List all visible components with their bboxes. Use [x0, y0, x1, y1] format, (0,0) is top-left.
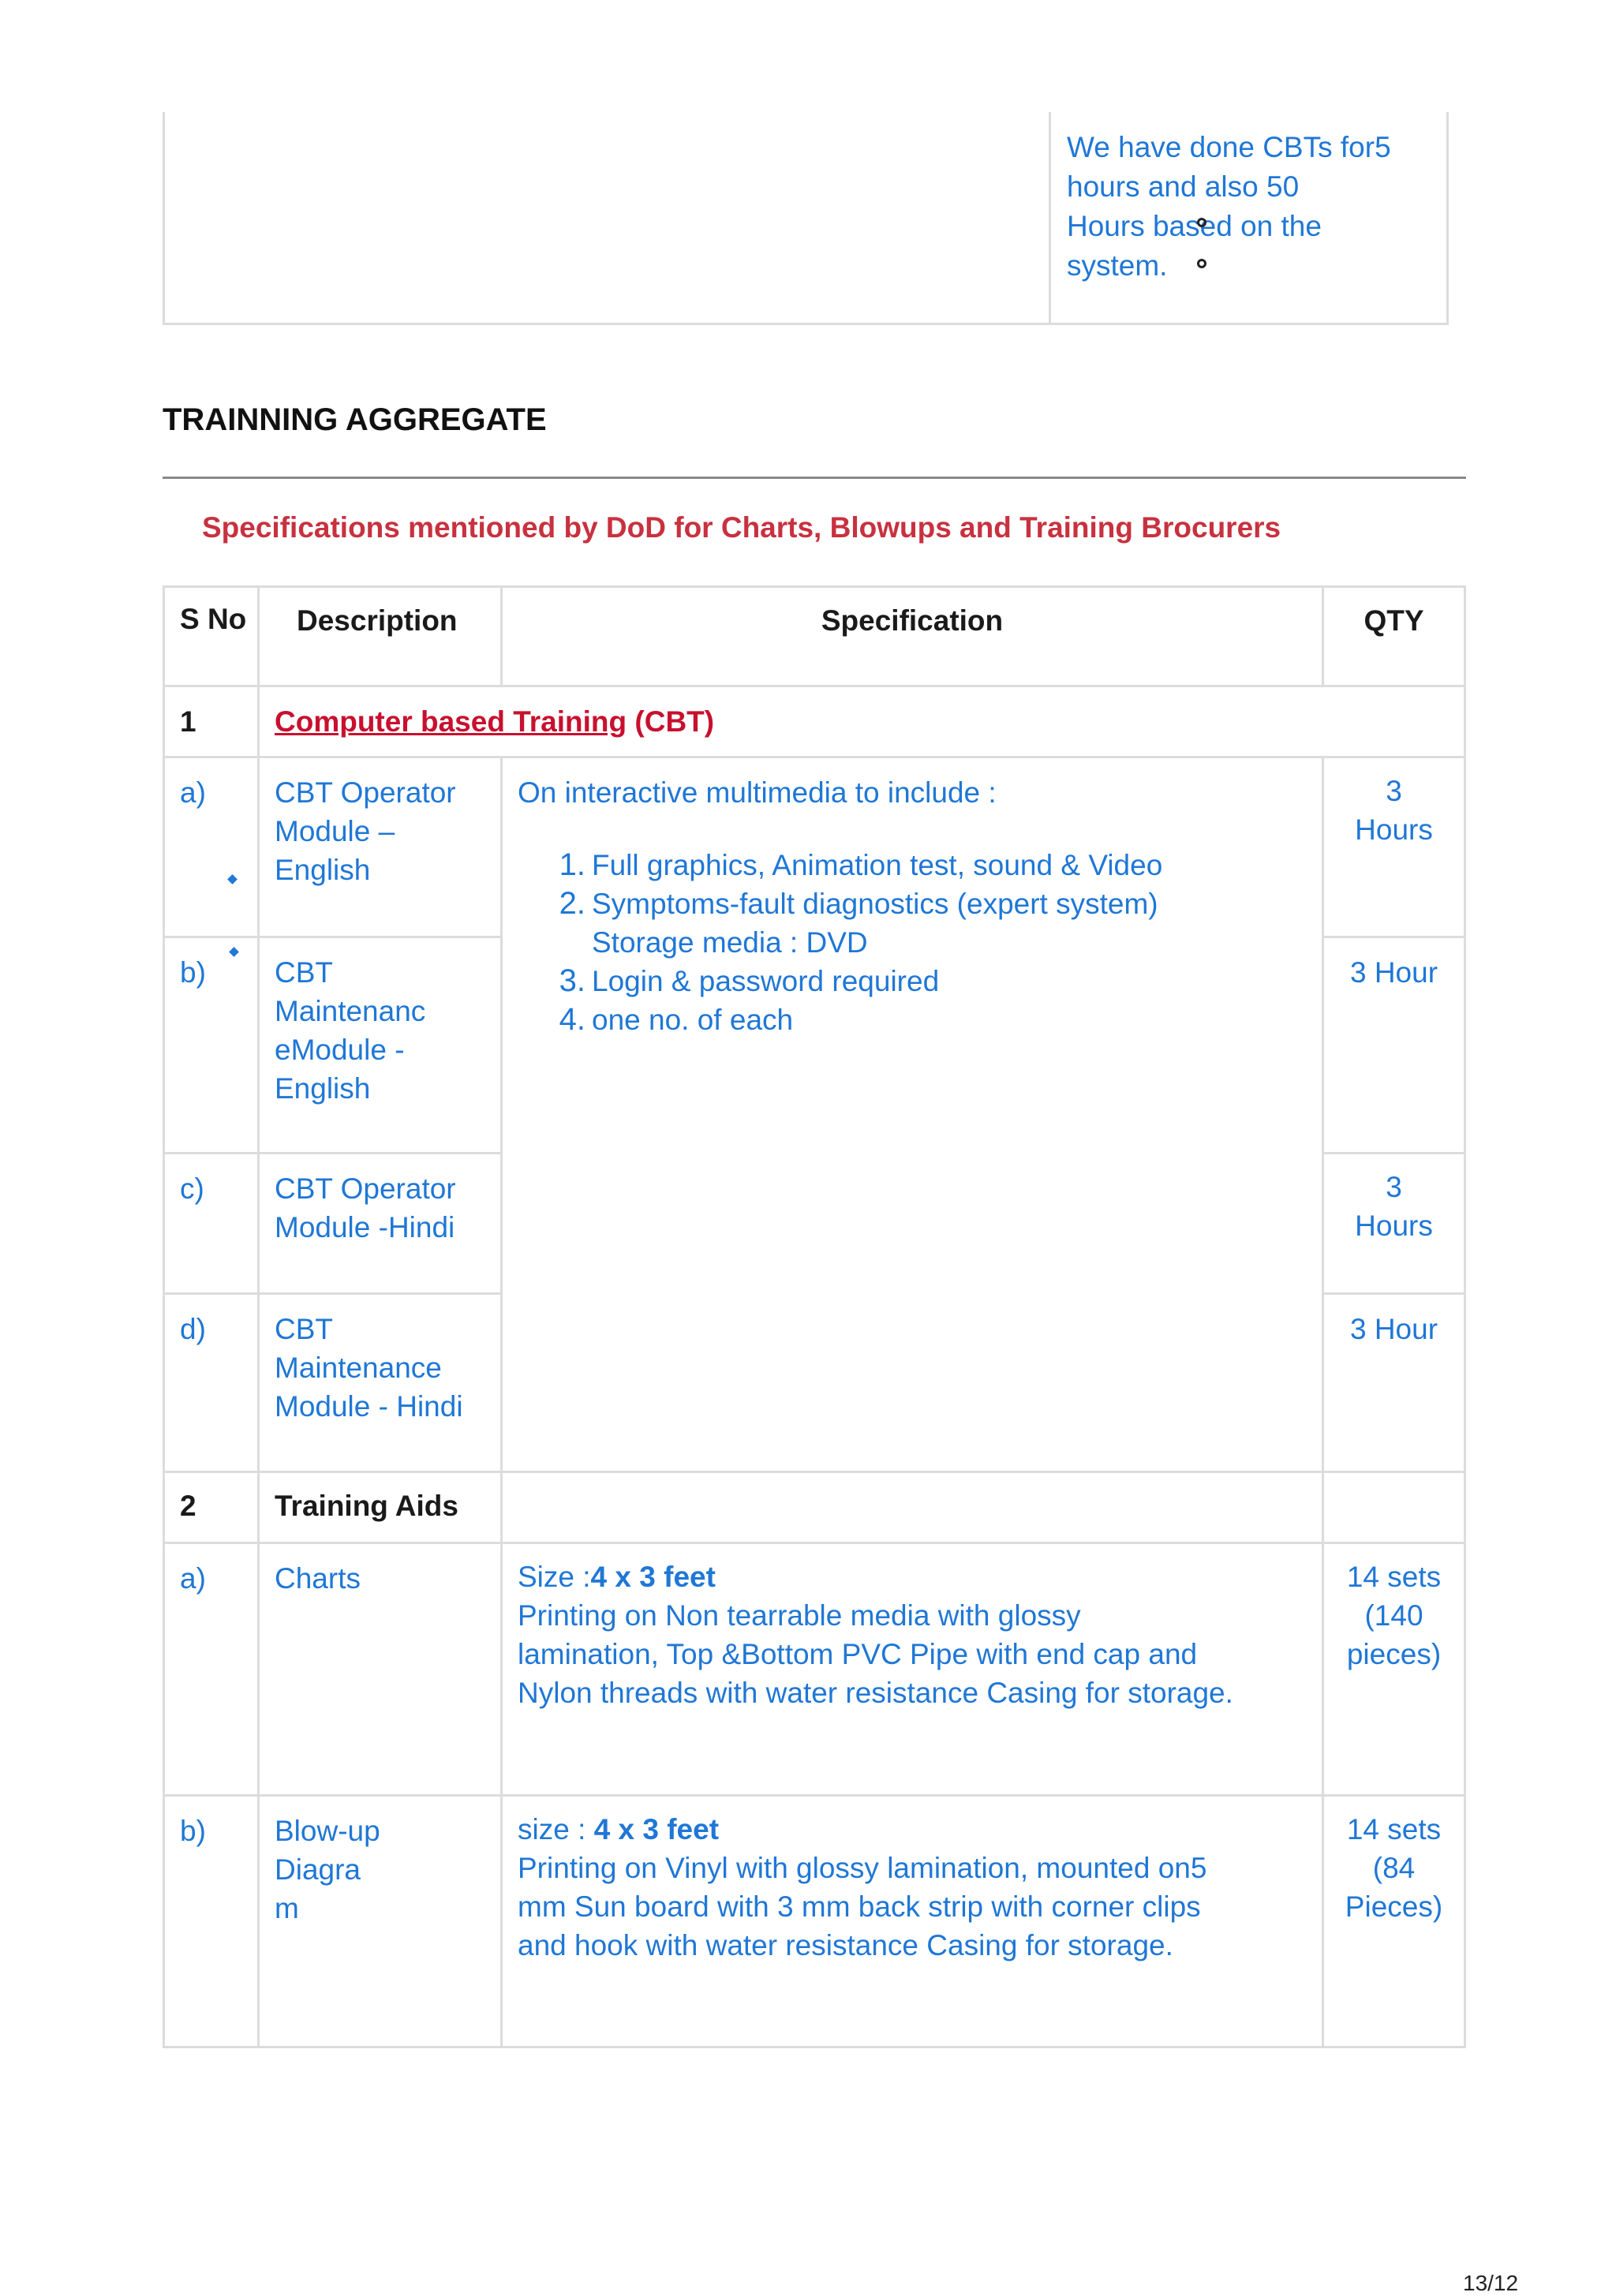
header-specification: Specification	[821, 604, 1004, 637]
spec-size	[518, 1810, 1315, 1849]
column-divider	[1049, 112, 1051, 323]
qty-line: Pieces)	[1345, 1890, 1443, 1923]
diamond-marker-icon	[227, 874, 238, 884]
spec-item-text: Full graphics, Animation test, sound & Video	[592, 849, 1163, 881]
row-description	[275, 1812, 496, 1928]
spec-list-item	[554, 1000, 1162, 1039]
table-border-top	[163, 585, 1466, 588]
column-divider	[257, 585, 260, 2048]
section-title: TRAINNING AGGREGATE	[163, 402, 547, 437]
row-sno: d)	[180, 1313, 206, 1345]
previous-table-continuation	[163, 112, 1449, 325]
list-number: 3.	[559, 963, 585, 998]
row-divider	[163, 685, 1466, 687]
note-line: Hours based on the	[1067, 210, 1322, 242]
size-label: size :	[518, 1813, 594, 1845]
group-title	[275, 702, 714, 741]
spec-line: mm Sun board with 3 mm back strip with corner clips	[518, 1890, 1201, 1923]
list-number: 4.	[559, 1002, 585, 1037]
qty-line: Hours	[1355, 1210, 1433, 1242]
qty-line: (140	[1364, 1599, 1423, 1632]
spec-item-text: Storage media : DVD	[592, 926, 868, 959]
note-line: We have done CBTs for5	[1067, 131, 1391, 163]
qty-line: 3	[1386, 1171, 1402, 1203]
note-line: hours and also 50	[1067, 170, 1300, 203]
table-border-right	[1464, 585, 1466, 2048]
row-qty	[1324, 1557, 1464, 1673]
spec-list-item	[554, 962, 1162, 1000]
list-number: 1.	[559, 847, 585, 882]
row-divider	[1322, 1152, 1466, 1154]
qty-line: 14 sets	[1346, 1813, 1442, 1845]
row-divider	[1322, 936, 1466, 938]
spec-item-text: Symptoms-fault diagnostics (expert system)	[592, 888, 1158, 920]
description-line: Module -Hindi	[275, 1211, 455, 1243]
row-sno: b)	[180, 1815, 206, 1847]
description-line: CBT	[275, 1313, 333, 1345]
cbt-spec-list	[554, 846, 1162, 1039]
group-sno: 2	[180, 1490, 196, 1522]
row-sno: a)	[180, 776, 206, 809]
row-qty	[1324, 772, 1464, 849]
description-line: Module - Hindi	[275, 1390, 463, 1423]
header-qty: QTY	[1364, 604, 1424, 637]
row-qty	[1324, 953, 1464, 992]
spec-item-text: Login & password required	[592, 965, 940, 997]
circle-bullet-icon	[1197, 218, 1206, 227]
row-qty	[1324, 1310, 1464, 1348]
description-line: Diagra	[275, 1853, 361, 1886]
size-value: 4 x 3 feet	[593, 1813, 720, 1845]
spec-item-text: one no. of each	[592, 1004, 794, 1036]
spec-line: Printing on Non tearrable media with glossy	[518, 1599, 1081, 1632]
row-description	[275, 1169, 496, 1247]
column-divider	[500, 756, 503, 2048]
row-divider	[163, 756, 1466, 758]
qty-line: pieces)	[1346, 1638, 1442, 1670]
qty-line: 3 Hour	[1349, 956, 1438, 989]
row-specification	[518, 1810, 1315, 1965]
header-description: Description	[297, 604, 458, 637]
description-line: Blow-up	[275, 1815, 380, 1847]
size-label: Size :	[518, 1561, 591, 1593]
table-border-left	[163, 585, 165, 2048]
qty-line: 14 sets	[1346, 1561, 1442, 1593]
spec-list-item	[554, 884, 1162, 962]
section-divider	[163, 477, 1466, 479]
row-divider	[163, 1542, 1466, 1544]
row-divider	[163, 1292, 500, 1295]
spec-list-item	[554, 846, 1162, 884]
description-line: CBT	[275, 956, 333, 989]
table-border-bottom	[163, 2046, 1466, 2048]
diamond-marker-icon	[229, 947, 239, 957]
spec-line: Printing on Vinyl with glossy lamination, mounted on5	[518, 1852, 1207, 1884]
description-line: CBT Operator	[275, 776, 456, 809]
qty-line: Hours	[1355, 813, 1433, 846]
description-line: English	[275, 854, 371, 886]
spec-line: Nylon threads with water resistance Casing for storage.	[518, 1677, 1233, 1709]
row-description	[275, 1310, 496, 1426]
training-spec-table	[163, 585, 1466, 2048]
qty-line: (84	[1372, 1852, 1416, 1884]
description-line: CBT Operator	[275, 1172, 456, 1205]
description-line: Charts	[275, 1562, 361, 1595]
circle-bullet-icon	[1197, 259, 1206, 268]
row-qty	[1324, 1810, 1464, 1926]
description-line: Maintenance	[275, 1352, 442, 1384]
header-sno: S No	[180, 603, 247, 635]
cbt-link[interactable]: Computer based Training	[275, 705, 627, 738]
description-line: Module –	[275, 815, 395, 847]
row-divider	[163, 1152, 500, 1154]
row-sno: a)	[180, 1562, 206, 1595]
spec-line: lamination, Top &Bottom PVC Pipe with end cap and	[518, 1638, 1198, 1670]
description-line: Maintenanc	[275, 995, 426, 1027]
row-specification	[518, 1557, 1315, 1712]
row-divider	[163, 1471, 1466, 1473]
row-description	[275, 1559, 496, 1598]
row-sno: b)	[180, 956, 206, 989]
cbt-abbrev: (CBT)	[627, 705, 715, 738]
spec-subtitle: Specifications mentioned by DoD for Charts, Blowups and Training Brocurers	[202, 511, 1281, 544]
row-qty	[1324, 1168, 1464, 1245]
size-value: 4 x 3 feet	[590, 1561, 716, 1593]
page-number: 13/12	[1463, 2271, 1519, 2295]
list-number: 2.	[559, 886, 585, 921]
description-line: m	[275, 1892, 299, 1924]
cbt-spec-intro: On interactive multimedia to include :	[518, 776, 997, 809]
note-line: system.	[1067, 249, 1168, 282]
row-description	[275, 773, 496, 889]
group-sno: 1	[180, 705, 196, 738]
row-divider	[163, 1794, 1466, 1797]
qty-line: 3	[1386, 775, 1402, 807]
description-line: English	[275, 1072, 371, 1105]
qty-line: 3 Hour	[1349, 1313, 1438, 1345]
row-sno: c)	[180, 1172, 204, 1205]
spec-size	[518, 1557, 1315, 1596]
row-divider	[163, 936, 500, 938]
description-line: eModule -	[275, 1034, 405, 1066]
row-description	[275, 953, 496, 1108]
group-title: Training Aids	[275, 1490, 458, 1522]
spec-line: and hook with water resistance Casing for storage.	[518, 1929, 1173, 1961]
cbt-hours-note	[1067, 128, 1414, 286]
row-divider	[1322, 1292, 1466, 1295]
